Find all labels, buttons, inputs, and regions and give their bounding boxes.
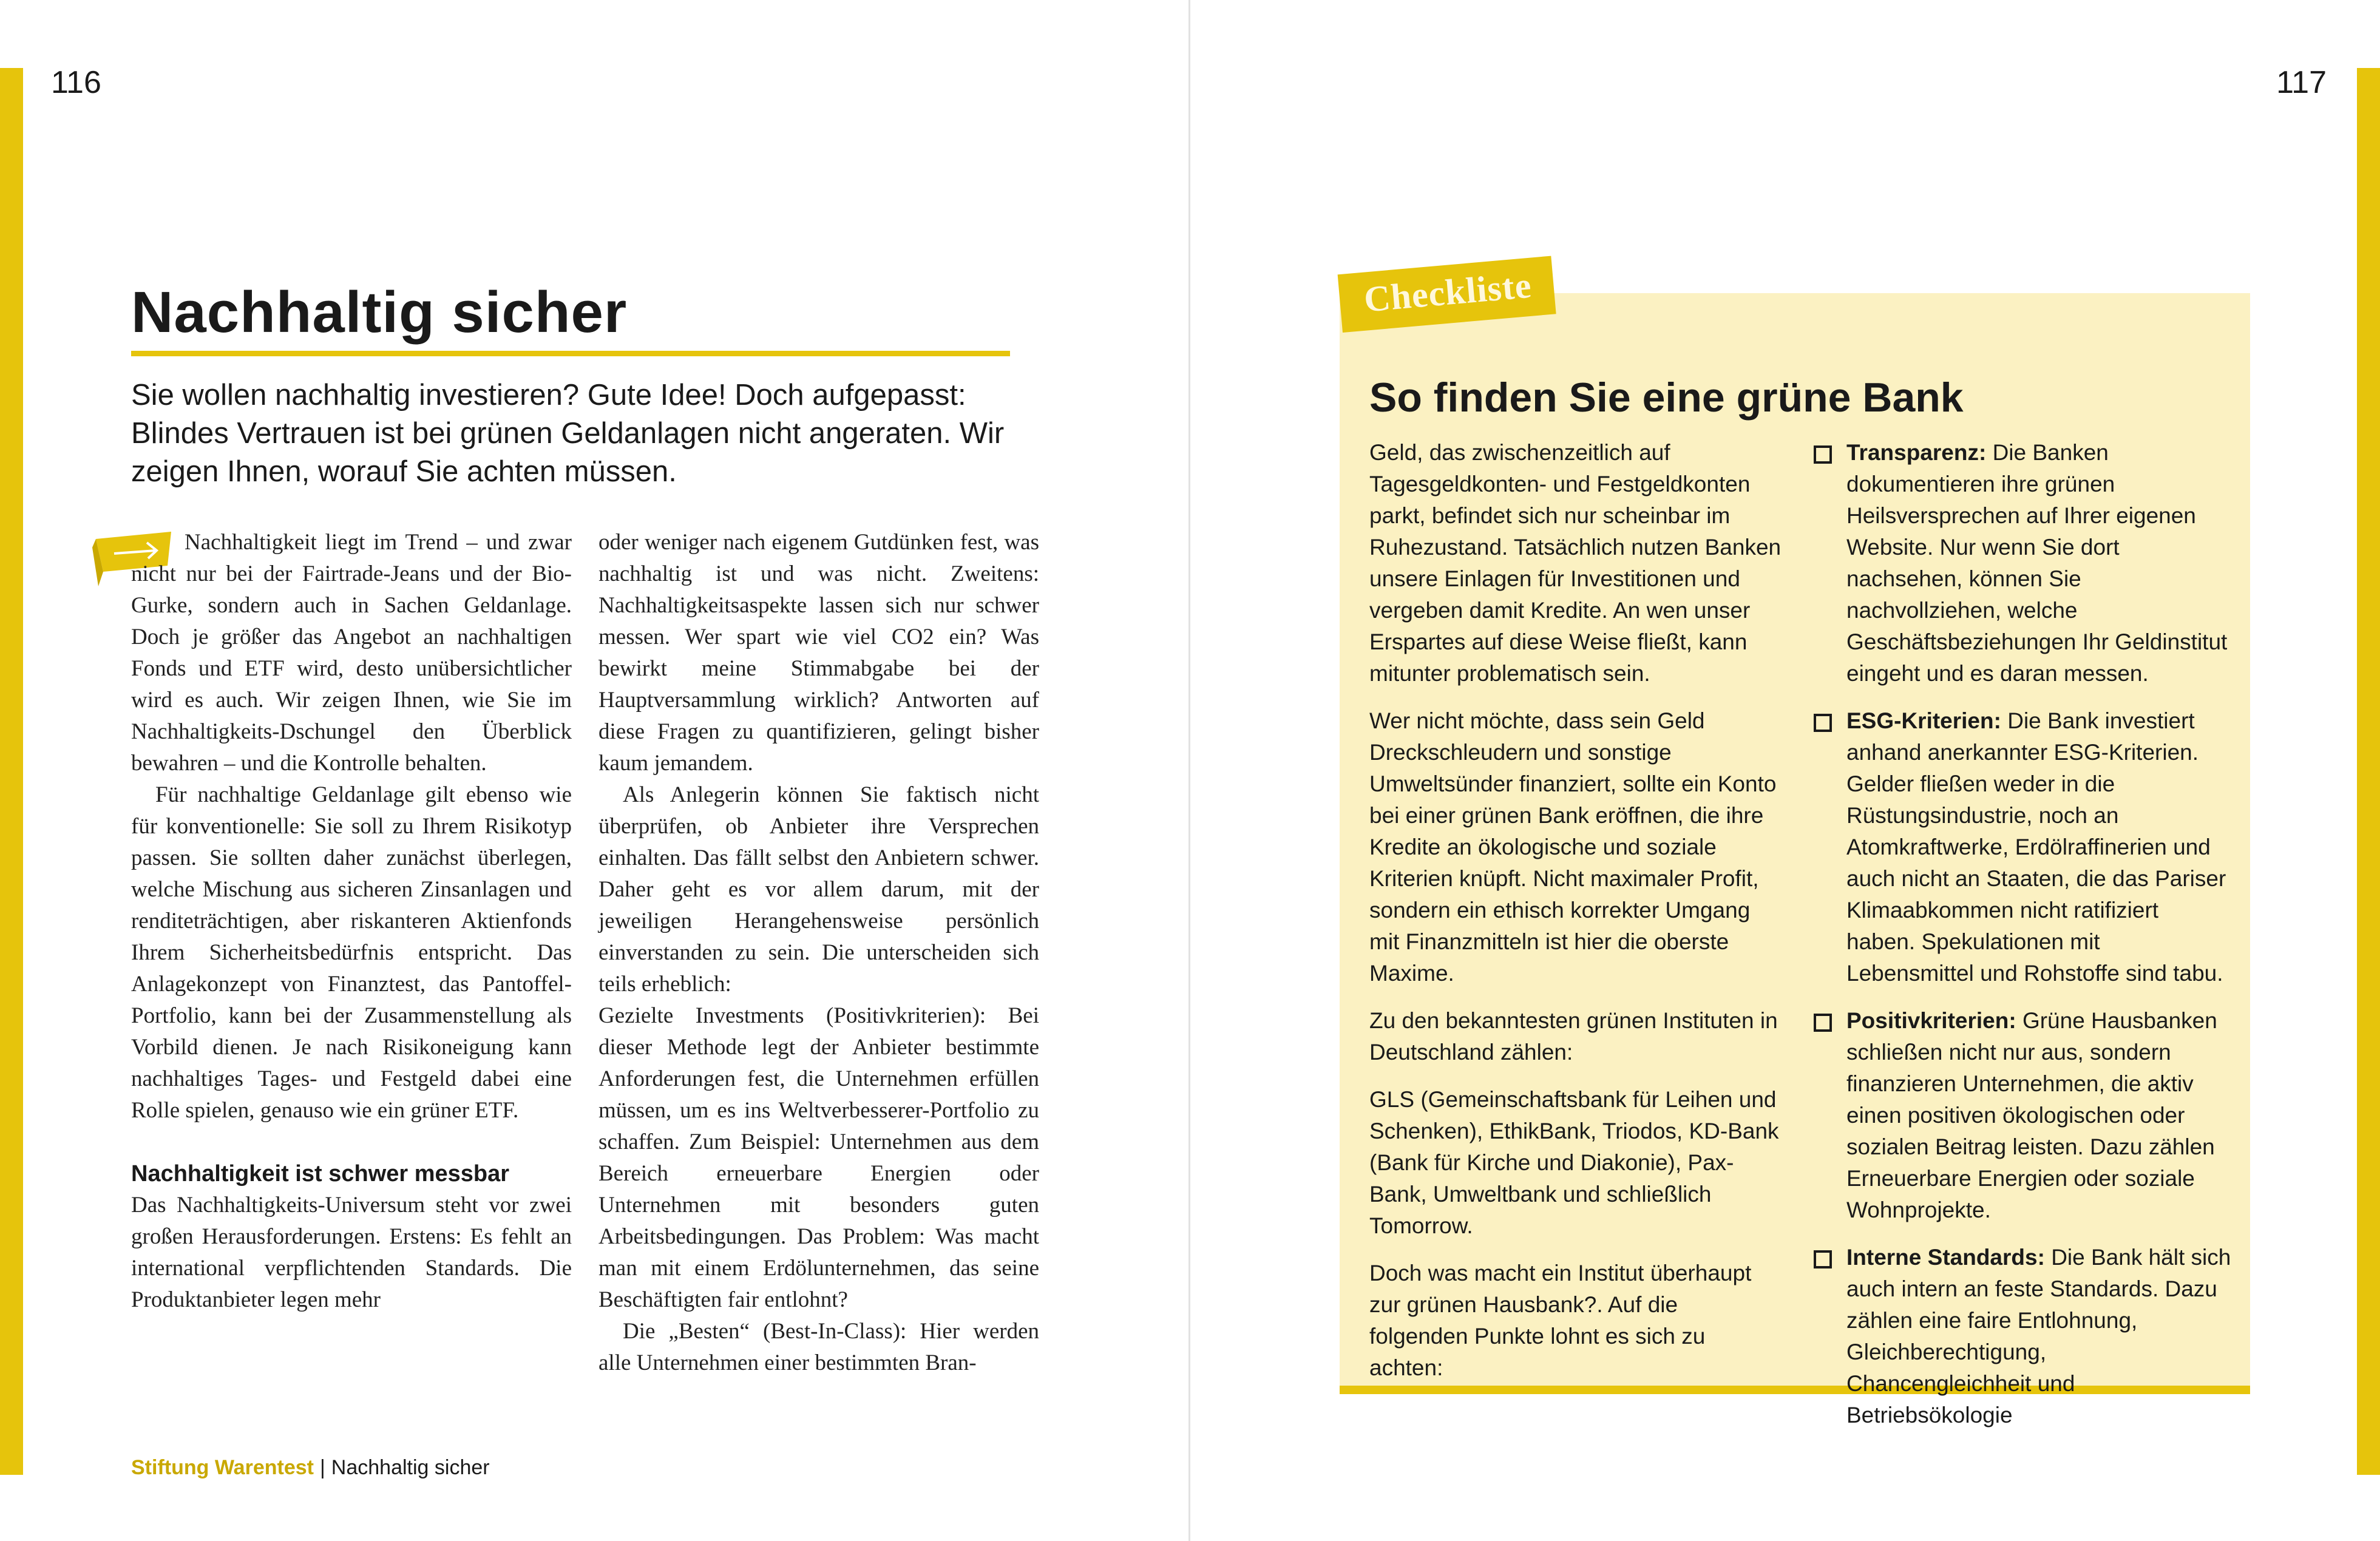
checkbox-icon[interactable]	[1814, 1250, 1832, 1268]
running-footer	[131, 1454, 490, 1481]
checkbox-icon[interactable]	[1814, 714, 1832, 732]
title-underline	[131, 351, 1010, 356]
page-edge-bar-right	[2357, 68, 2380, 1475]
checkbox-icon[interactable]	[1814, 1014, 1832, 1032]
checklist-left-column	[1369, 437, 1782, 1400]
checklist-item-text: Die Banken dokumentieren ihre grünen Heilsversprechen auf Ihrer eigenen Website. Nur wenn Sie dort nachsehen, können Sie nachvollziehen, welche Geschäftsbeziehungen Ihr Geldinstitut eingeht und es daran messen.	[1846, 440, 2228, 686]
checklist-item-positivkriterien	[1814, 1005, 2233, 1226]
page-edge-bar-left	[0, 68, 23, 1475]
checklist-item-text: Grüne Hausbanken schließen nicht nur aus, sondern finanzieren Unternehmen, die aktiv einen positiven ökologischen oder sozialen Beitrag leisten. Dazu zählen Erneuerbare Energien oder soziale Wohnprojekte.	[1846, 1008, 2217, 1222]
checklist-paragraph: GLS (Gemeinschaftsbank für Leihen und Schenken), EthikBank, Triodos, KD-Bank (Bank für Kirche und Diakonie), Pax-Bank, Umweltbank und schließlich Tomorrow.	[1369, 1087, 1779, 1238]
article-column-1	[131, 527, 572, 1316]
checklist-paragraph: Geld, das zwischenzeitlich auf Tagesgeldkonten- und Festgeldkonten parkt, befindet sich nur scheinbar im Ruhezustand. Tatsächlich nutzen Banken unsere Einlagen für Investitionen und vergeben damit Kredite. An wen unser Erspartes auf diese Weise fließt, kann mitunter problematisch sein.	[1369, 440, 1782, 686]
checklist-item-label: ESG-Kriterien:	[1846, 708, 2001, 733]
checklist-item-text: Die Bank hält sich auch intern an feste Standards. Dazu zählen eine faire Entlohnung, Gleichberechtigung, Chancengleichheit und Betriebsökologie	[1846, 1245, 2231, 1428]
checklist-item-esg	[1814, 705, 2233, 989]
checklist-item-transparenz	[1814, 437, 2233, 689]
col2-paragraph-1: oder weniger nach eigenem Gutdünken fest, was nachhaltig ist und was nicht. Zweitens: Nachhaltigkeitsaspekte lassen sich nur schwer messen. Wer spart wie viel CO2 ein? Was bewirkt meine Stimmabgabe bei der Hauptversammlung wirklich? Antworten auf diese Fragen zu quantifizieren, gelingt bisher kaum jemandem.	[598, 530, 1039, 776]
col1-subheading: Nachhaltigkeit ist schwer messbar	[131, 1161, 510, 1187]
checklist-items	[1814, 437, 2233, 1447]
checklist-item-text: Die Bank investiert anhand anerkannter ESG-Kriterien. Gelder fließen weder in die Rüstungsindustrie, noch an Atomkraftwerke, Erdölraffinerien und auch nicht an Staaten, die das Pariser Klimaabkommen nicht ratifiziert haben. Spekulationen mit Lebensmittel und Rohstoffe sind tabu.	[1846, 708, 2226, 986]
col2-paragraph-4: Die „Besten“ (Best-In-Class): Hier werden alle Unternehmen einer bestimmten Bran-	[598, 1319, 1039, 1375]
checklist-paragraph: Doch was macht ein Institut überhaupt zur grünen Hausbank?. Auf die folgenden Punkte lohnt es sich zu achten:	[1369, 1261, 1752, 1380]
checklist-item-label: Transparenz:	[1846, 440, 1987, 465]
checkbox-icon[interactable]	[1814, 445, 1832, 464]
page-number-left: 116	[51, 65, 101, 100]
article-intro: Sie wollen nachhaltig investieren? Gute Idee! Doch aufgepasst: Blindes Vertrauen ist bei grünen Geldanlagen nicht angeraten. Wir zeigen Ihnen, worauf Sie achten müssen.	[131, 379, 1005, 488]
col1-paragraph-3: Das Nachhaltigkeits-Universum steht vor zwei großen Herausforderungen. Erstens: Es fehlt an international verpflichtenden Standards. Die Produktanbieter legen mehr	[131, 1193, 572, 1312]
article-column-2	[598, 527, 1039, 1379]
page-gutter	[1188, 0, 1190, 1541]
checklist-item-label: Interne Standards:	[1846, 1245, 2045, 1270]
checklist-item-label: Positivkriterien:	[1846, 1008, 2016, 1033]
col2-paragraph-3: Gezielte Investments (Positivkriterien): Bei dieser Methode legt der Anbieter bestimmte Anforderungen fest, die Unternehmen erfüllen müssen, um es ins Weltverbesserer-Portfolio zu schaffen. Zum Beispiel: Unternehmen aus dem Bereich erneuerbare Energien oder Unternehmen mit besonders guten Arbeitsbedingungen. Das Problem: Was macht man mit einem Erdölunternehmen, das seine Beschäftigten fair entlohnt?	[598, 1003, 1039, 1312]
col1-paragraph-2: Für nachhaltige Geldanlage gilt ebenso wie für konventionelle: Sie soll zu Ihrem Risikotyp passen. Sie sollten daher zunächst überlegen, welche Mischung aus sicheren Zinsanlagen und renditeträchtigen, aber riskanteren Aktienfonds Ihrem Sicherheitsbedürfnis entspricht. Das Anlagekonzept von Finanztest, das Pantoffel-Portfolio, kann bei der Zusammenstellung als Vorbild dienen. Je nach Risikoneigung kann nachhaltiges Tages- und Festgeld dabei eine Rolle spielen, genauso wie ein grüner ETF.	[131, 782, 572, 1123]
checklist-item-interne-standards	[1814, 1242, 2233, 1431]
article-title: Nachhaltig sicher	[131, 280, 628, 345]
checklist-title: So finden Sie eine grüne Bank	[1369, 374, 1964, 421]
footer-section: Nachhaltig sicher	[331, 1456, 490, 1479]
checklist-tag: Checkliste	[1338, 256, 1556, 333]
checklist-paragraph: Wer nicht möchte, dass sein Geld Dreckschleudern und sonstige Umweltsünder finanziert, sollte ein Konto bei einer grünen Bank eröffnen, die ihre Kredite an ökologische und soziale Kriterien knüpft. Nicht maximaler Profit, sondern ein ethisch korrekter Umgang mit Finanzmitteln ist hier die oberste Maxime.	[1369, 708, 1777, 986]
col1-paragraph-1: Nachhaltigkeit liegt im Trend – und zwar nicht nur bei der Fairtrade-Jeans und der Bio-Gurke, sondern auch in Sachen Geldanlage. Doch je größer das Angebot an nachhaltigen Fonds und ETF wird, desto unübersichtlicher wird es auch. Wir zeigen Ihnen, wie Sie im Nachhaltigkeits-Dschungel den Überblick bewahren – und die Kontrolle behalten.	[131, 530, 572, 776]
checklist-paragraph: Zu den bekanntesten grünen Instituten in Deutschland zählen:	[1369, 1008, 1778, 1065]
footer-brand: Stiftung Warentest	[131, 1456, 314, 1479]
page-number-right: 117	[2276, 65, 2327, 100]
footer-separator: |	[319, 1456, 325, 1479]
col2-paragraph-2: Als Anlegerin können Sie faktisch nicht überprüfen, ob Anbieter ihre Versprechen einhalten. Das fällt selbst den Anbietern schwer. Daher geht es vor allem darum, mit der jeweiligen Herangehensweise persönlich einverstanden zu sein. Die unterscheiden sich teils erheblich:	[598, 782, 1039, 997]
